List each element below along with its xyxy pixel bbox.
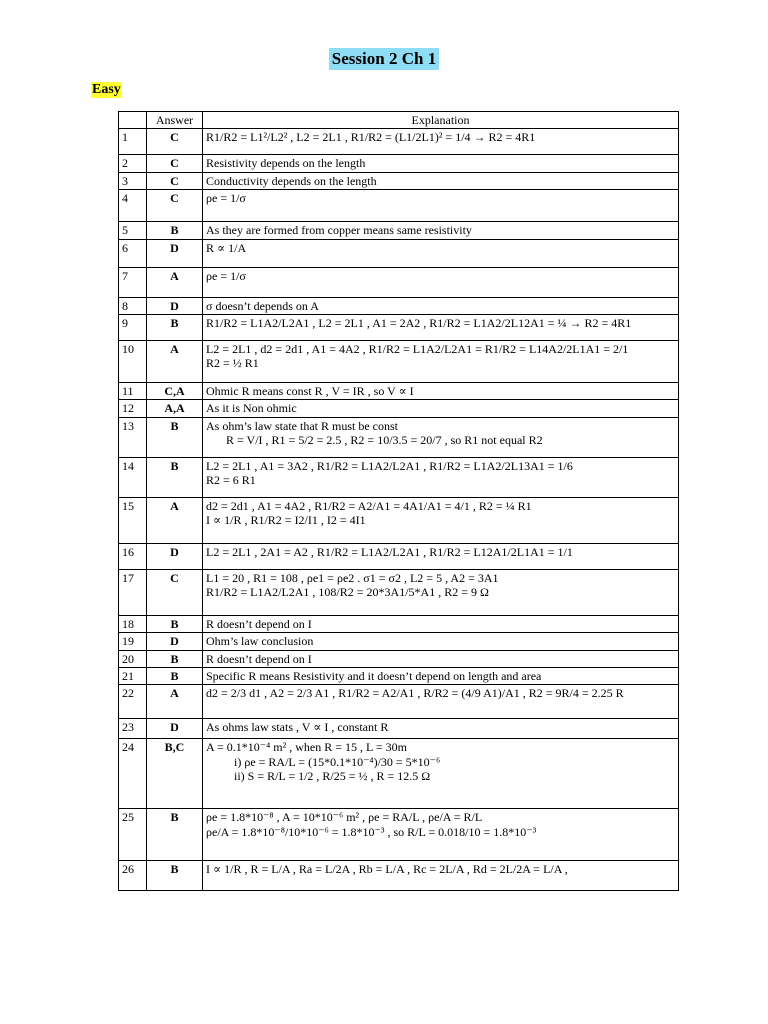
table-row bbox=[119, 417, 679, 457]
question-number: 22 bbox=[119, 685, 147, 719]
explanation-cell bbox=[203, 417, 679, 457]
answer-letter: C bbox=[147, 155, 203, 172]
explanation-line: Ohmic R means const R , V = IR , so V ∝ I bbox=[206, 383, 414, 398]
explanation-line: I ∝ 1/R , R1/R2 = I2/I1 , I2 = 4I1 bbox=[206, 513, 366, 528]
question-number: 5 bbox=[119, 222, 147, 239]
header-answer: Answer bbox=[147, 112, 203, 129]
table-row bbox=[119, 667, 679, 684]
table-row bbox=[119, 172, 679, 189]
explanation-cell bbox=[203, 667, 679, 684]
explanation-line: L1 = 20 , R1 = 108 , ρe1 = ρe2 . σ1 = σ2 , L2 = 5 , A2 = 3A1 bbox=[206, 570, 499, 585]
question-number: 18 bbox=[119, 615, 147, 632]
table-row bbox=[119, 382, 679, 399]
table-row bbox=[119, 615, 679, 632]
answer-letter: C bbox=[147, 129, 203, 155]
explanation-line: Conductivity depends on the length bbox=[206, 173, 377, 188]
table-row bbox=[119, 543, 679, 569]
explanation-line: I ∝ 1/R , R = L/A , Ra = L/2A , Rb = L/A , Rc = 2L/A , Rd = 2L/2A = L/A , bbox=[206, 862, 568, 877]
explanation-cell bbox=[203, 267, 679, 297]
explanation-cell bbox=[203, 633, 679, 650]
answer-letter: C bbox=[147, 190, 203, 222]
explanation-line: i) ρe = RA/L = (15*0.1*10⁻⁴)/30 = 5*10⁻⁶ bbox=[234, 754, 441, 769]
table-row bbox=[119, 297, 679, 314]
explanation-line: As ohms law stats , V ∝ I , constant R bbox=[206, 720, 389, 735]
answer-letter: D bbox=[147, 239, 203, 267]
explanation-cell bbox=[203, 314, 679, 340]
explanation-cell bbox=[203, 172, 679, 189]
question-number: 3 bbox=[119, 172, 147, 189]
answer-letter: B bbox=[147, 417, 203, 457]
question-number: 6 bbox=[119, 239, 147, 267]
answer-letter: D bbox=[147, 297, 203, 314]
table-row bbox=[119, 497, 679, 543]
question-number: 21 bbox=[119, 667, 147, 684]
explanation-cell bbox=[203, 861, 679, 891]
question-number: 1 bbox=[119, 129, 147, 155]
explanation-cell bbox=[203, 719, 679, 739]
question-number: 19 bbox=[119, 633, 147, 650]
explanation-line: R doesn’t depend on I bbox=[206, 616, 312, 631]
explanation-line: R1/R2 = L1A2/L2A1 , 108/R2 = 20*3A1/5*A1 , R2 = 9 Ω bbox=[206, 585, 489, 600]
table-row bbox=[119, 633, 679, 650]
explanation-line: R = V/I , R1 = 5/2 = 2.5 , R2 = 10/3.5 = 20/7 , so R1 not equal R2 bbox=[226, 433, 543, 448]
explanation-line: ρe = 1/σ bbox=[206, 191, 246, 206]
answer-letter: A bbox=[147, 267, 203, 297]
explanation-line: R ∝ 1/A bbox=[206, 240, 247, 255]
explanation-cell bbox=[203, 129, 679, 155]
explanation-line: d2 = 2d1 , A1 = 4A2 , R1/R2 = A2/A1 = 4A1/A1 = 4/1 , R2 = ¼ R1 bbox=[206, 498, 532, 513]
page-title-wrap bbox=[0, 48, 768, 70]
section-heading-easy: Easy bbox=[92, 82, 121, 97]
answer-letter: C bbox=[147, 172, 203, 189]
explanation-line: As it is Non ohmic bbox=[206, 401, 297, 416]
explanation-cell bbox=[203, 739, 679, 809]
explanation-line: ii) S = R/L = 1/2 , R/25 = ½ , R = 12.5 Ω bbox=[234, 769, 431, 784]
explanation-line: A = 0.1*10⁻⁴ m² , when R = 15 , L = 30m bbox=[206, 740, 407, 755]
explanation-cell bbox=[203, 569, 679, 615]
explanation-line: ρe = 1.8*10⁻⁸ , A = 10*10⁻⁶ m² , ρe = RA/L , ρe/A = R/L bbox=[206, 810, 483, 825]
question-number: 10 bbox=[119, 340, 147, 382]
answer-letter: A,A bbox=[147, 400, 203, 417]
question-number: 7 bbox=[119, 267, 147, 297]
question-number: 11 bbox=[119, 382, 147, 399]
explanation-line: Specific R means Resistivity and it doesn’t depend on length and area bbox=[206, 668, 542, 683]
explanation-line: Resistivity depends on the length bbox=[206, 156, 366, 171]
explanation-cell bbox=[203, 615, 679, 632]
explanation-cell bbox=[203, 222, 679, 239]
answer-letter: D bbox=[147, 543, 203, 569]
question-number: 15 bbox=[119, 497, 147, 543]
question-number: 9 bbox=[119, 314, 147, 340]
question-number: 4 bbox=[119, 190, 147, 222]
question-number: 24 bbox=[119, 739, 147, 809]
answer-letter: C bbox=[147, 569, 203, 615]
explanation-cell bbox=[203, 239, 679, 267]
table-row bbox=[119, 190, 679, 222]
explanation-line: σ doesn’t depends on A bbox=[206, 298, 319, 313]
table-row bbox=[119, 739, 679, 809]
explanation-line: As ohm’s law state that R must be const bbox=[206, 418, 398, 433]
answer-table bbox=[118, 111, 679, 891]
explanation-cell bbox=[203, 155, 679, 172]
question-number: 25 bbox=[119, 809, 147, 861]
explanation-line: Ohm’s law conclusion bbox=[206, 634, 314, 649]
explanation-line: R2 = ½ R1 bbox=[206, 356, 259, 371]
table-row bbox=[119, 457, 679, 497]
answer-letter: B bbox=[147, 667, 203, 684]
answer-letter: B bbox=[147, 314, 203, 340]
answer-letter: C,A bbox=[147, 382, 203, 399]
explanation-cell bbox=[203, 650, 679, 667]
table-row bbox=[119, 222, 679, 239]
question-number: 8 bbox=[119, 297, 147, 314]
answer-letter: D bbox=[147, 633, 203, 650]
table-row bbox=[119, 650, 679, 667]
explanation-cell bbox=[203, 382, 679, 399]
explanation-cell bbox=[203, 809, 679, 861]
explanation-cell bbox=[203, 457, 679, 497]
explanation-line: L2 = 2L1 , d2 = 2d1 , A1 = 4A2 , R1/R2 = L1A2/L2A1 = R1/R2 = L14A2/2L1A1 = 2/1 bbox=[206, 341, 629, 356]
explanation-line: L2 = 2L1 , A1 = 3A2 , R1/R2 = L1A2/L2A1 , R1/R2 = L1A2/2L13A1 = 1/6 bbox=[206, 458, 573, 473]
table-row bbox=[119, 314, 679, 340]
table-row bbox=[119, 861, 679, 891]
explanation-cell bbox=[203, 340, 679, 382]
explanation-cell bbox=[203, 543, 679, 569]
header-explanation: Explanation bbox=[203, 112, 679, 129]
answer-letter: B bbox=[147, 457, 203, 497]
explanation-cell bbox=[203, 497, 679, 543]
table-header-row bbox=[119, 112, 679, 129]
page-title: Session 2 Ch 1 bbox=[329, 48, 439, 70]
answer-letter: B bbox=[147, 809, 203, 861]
table-row bbox=[119, 129, 679, 155]
question-number: 26 bbox=[119, 861, 147, 891]
explanation-line: As they are formed from copper means same resistivity bbox=[206, 223, 472, 238]
explanation-line: R1/R2 = L1A2/L2A1 , L2 = 2L1 , A1 = 2A2 , R1/R2 = L1A2/2L12A1 = ¼ → R2 = 4R1 bbox=[206, 315, 632, 330]
table-row bbox=[119, 267, 679, 297]
explanation-line: ρe = 1/σ bbox=[206, 268, 246, 283]
table-row bbox=[119, 685, 679, 719]
table-row bbox=[119, 400, 679, 417]
table-row bbox=[119, 809, 679, 861]
answer-letter: A bbox=[147, 685, 203, 719]
answer-letter: B bbox=[147, 222, 203, 239]
question-number: 16 bbox=[119, 543, 147, 569]
table-row bbox=[119, 239, 679, 267]
explanation-cell bbox=[203, 297, 679, 314]
answer-letter: B bbox=[147, 650, 203, 667]
explanation-cell bbox=[203, 190, 679, 222]
explanation-cell bbox=[203, 400, 679, 417]
question-number: 13 bbox=[119, 417, 147, 457]
header-number bbox=[119, 112, 147, 129]
explanation-line: R1/R2 = L1²/L2² , L2 = 2L1 , R1/R2 = (L1/2L1)² = 1/4 → R2 = 4R1 bbox=[206, 130, 536, 145]
question-number: 14 bbox=[119, 457, 147, 497]
answer-letter: A bbox=[147, 340, 203, 382]
explanation-line: R2 = 6 R1 bbox=[206, 473, 256, 488]
answer-letter: D bbox=[147, 719, 203, 739]
explanation-line: L2 = 2L1 , 2A1 = A2 , R1/R2 = L1A2/L2A1 , R1/R2 = L12A1/2L1A1 = 1/1 bbox=[206, 544, 573, 559]
table-row bbox=[119, 155, 679, 172]
explanation-line: ρe/A = 1.8*10⁻⁸/10*10⁻⁶ = 1.8*10⁻³ , so R/L = 0.018/10 = 1.8*10⁻³ bbox=[206, 824, 537, 839]
explanation-cell bbox=[203, 685, 679, 719]
table-row bbox=[119, 340, 679, 382]
question-number: 12 bbox=[119, 400, 147, 417]
question-number: 20 bbox=[119, 650, 147, 667]
answer-letter: B,C bbox=[147, 739, 203, 809]
explanation-line: R doesn’t depend on I bbox=[206, 651, 312, 666]
answer-letter: B bbox=[147, 861, 203, 891]
table-row bbox=[119, 719, 679, 739]
table-row bbox=[119, 569, 679, 615]
answer-letter: B bbox=[147, 615, 203, 632]
question-number: 2 bbox=[119, 155, 147, 172]
explanation-line: d2 = 2/3 d1 , A2 = 2/3 A1 , R1/R2 = A2/A1 , R/R2 = (4/9 A1)/A1 , R2 = 9R/4 = 2.25 R bbox=[206, 686, 624, 701]
answer-letter: A bbox=[147, 497, 203, 543]
question-number: 17 bbox=[119, 569, 147, 615]
question-number: 23 bbox=[119, 719, 147, 739]
